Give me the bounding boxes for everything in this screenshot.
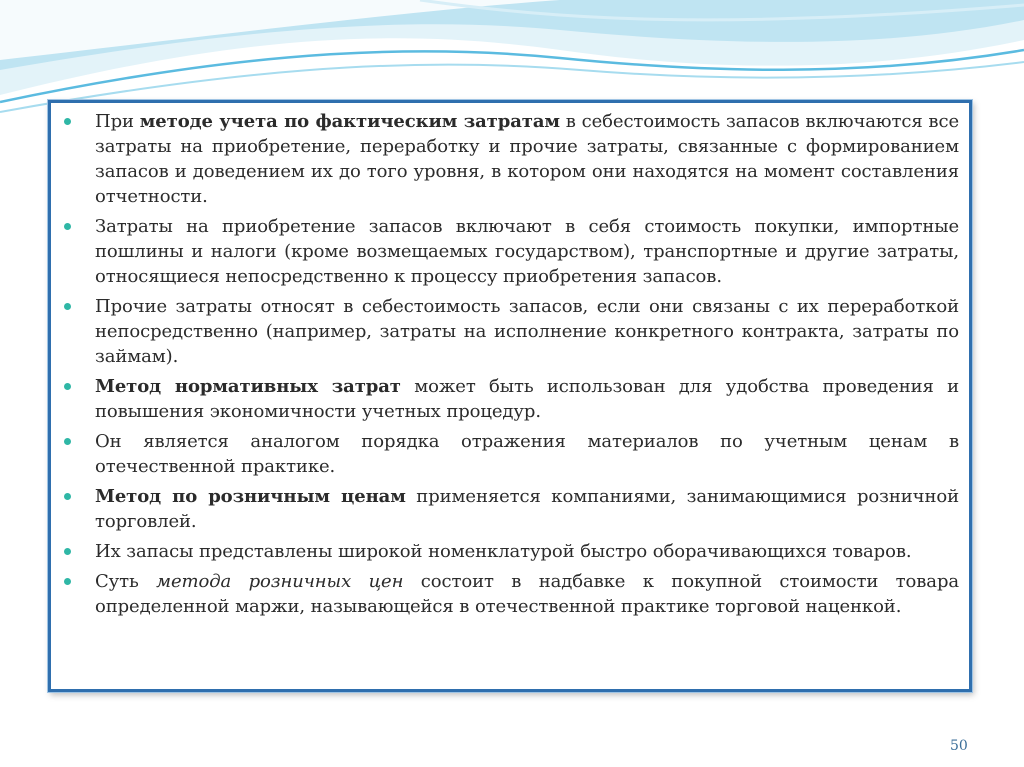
bullet-text-segment: Метод нормативных затрат — [95, 376, 401, 397]
bullet-item — [95, 294, 959, 369]
bullet-text-segment: Он является аналогом порядка отражения материалов по учетным ценам в отечественной практике. — [95, 431, 959, 477]
bullet-text-segment: состоит в надбавке к покупной стоимости товара определенной маржи, называющейся в отечественной практике торговой наценкой. — [95, 571, 959, 617]
bullet-item — [95, 569, 959, 619]
bullet-text-segment: может быть использован для удобства проведения и повышения экономичности учетных процедур. — [95, 376, 959, 422]
bullet-dot-icon — [64, 493, 71, 500]
bullet-text-segment: метода розничных цен — [156, 571, 404, 592]
bullet-text-segment: Их запасы представлены широкой номенклатурой быстро оборачивающихся товаров. — [95, 541, 912, 562]
bullet-dot-icon — [64, 578, 71, 585]
bullet-list — [51, 103, 969, 619]
bullet-dot-icon — [64, 548, 71, 555]
bullet-text-segment: в себестоимость запасов включаются все затраты на приобретение, переработку и прочие затраты, связанные с формированием запасов и доведением их до того уровня, в котором они находятся на момент составления отчетности. — [95, 111, 959, 207]
bullet-item — [95, 539, 959, 564]
bullet-item — [95, 374, 959, 424]
page-number: 50 — [950, 738, 968, 754]
content-frame — [48, 100, 972, 692]
bullet-dot-icon — [64, 118, 71, 125]
bullet-item — [95, 429, 959, 479]
bullet-dot-icon — [64, 438, 71, 445]
bullet-text-segment: применяется компаниями, занимающимися розничной торговлей. — [95, 486, 959, 532]
bullet-text-segment: Прочие затраты относят в себестоимость запасов, если они связаны с их переработкой непосредственно (например, затраты на исполнение конкретного контракта, затраты по займам). — [95, 296, 959, 367]
bullet-text-segment: При — [95, 111, 140, 132]
bullet-text-segment: Метод по розничным ценам — [95, 486, 406, 507]
bullet-item — [95, 109, 959, 209]
bullet-dot-icon — [64, 303, 71, 310]
bullet-dot-icon — [64, 223, 71, 230]
bullet-item — [95, 484, 959, 534]
bullet-text-segment: Суть — [95, 571, 157, 592]
bullet-text-segment: методе учета по фактическим затратам — [139, 111, 560, 132]
bullet-dot-icon — [64, 383, 71, 390]
bullet-text-segment: Затраты на приобретение запасов включают в себя стоимость покупки, импортные пошлины и налоги (кроме возмещаемых государством), транспортные и другие затраты, относящиеся непосредственно к процессу приобретения запасов. — [95, 216, 959, 287]
bullet-item — [95, 214, 959, 289]
